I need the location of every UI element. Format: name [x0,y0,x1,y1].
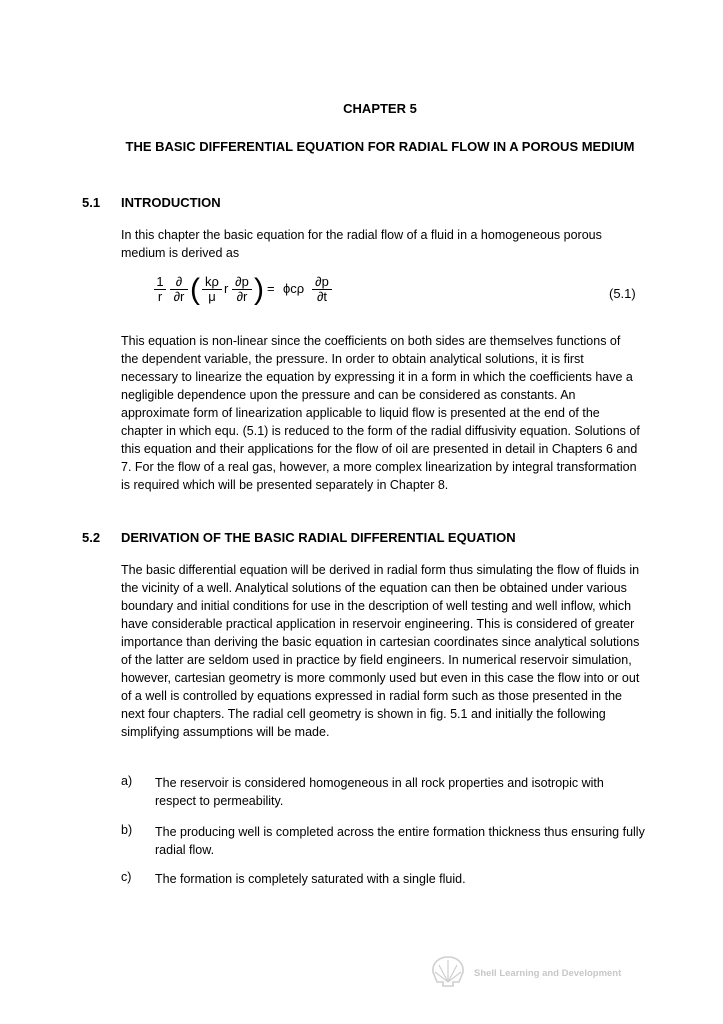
eq-one: 1 [154,275,166,290]
eq-frac-dp-over-dr [232,275,252,304]
list-item-text: The producing well is completed across the entire formation thickness thus ensuring fully radial flow. [155,825,645,857]
eq-kp: kρ [202,275,222,290]
chapter-label: CHAPTER 5 [343,101,417,116]
list-item-text: The formation is completely saturated with a single fluid. [155,872,466,886]
eq-partial: ∂ [170,275,188,290]
eq-partial-p-2: ∂p [312,275,332,290]
eq-frac-dp-over-dt [312,275,332,304]
eq-phi-c-rho: ϕcρ [283,281,305,296]
eq-equals: = [267,281,275,296]
intro-paragraph: In this chapter the basic equation for the radial flow of a fluid in a homogeneous porous medium is derived as [121,228,602,260]
eq-r-inner: r [224,281,229,296]
list-item-text: The reservoir is considered homogeneous in all rock properties and isotropic with respect to permeability. [155,776,604,808]
section-title: INTRODUCTION [121,195,221,210]
eq-partial-r: ∂r [173,289,185,304]
list-item-label: c) [121,870,132,884]
section-2-body: The basic differential equation will be derived in radial form thus simulating the flow of fluids in the vicinity of a well. Analytical solutions of the equation can then be obtained under various boundary and initial conditions for use in the description of well testing and well inflow, which have considerable practical application in reservoir engineering. This is considered of greater importance than deriving the basic equation in cartesian coordinates since analytical solutions of the latter are seldom used in practice by field engineers. In numerical reservoir simulation, however, cartesian geometry is more commonly used but even in this case the flow into or out of a well is controlled by equations expressed in radial form such as those presented in the next four chapters. The radial cell geometry is shown in fig. 5.1 and initially the following simplifying assumptions will be made. [121,563,640,739]
eq-r: r [157,289,163,304]
list-item-label: b) [121,823,133,837]
eq-right-paren: ) [254,273,264,306]
eq-frac-1-over-r [154,275,166,304]
eq-left-paren: ( [190,273,200,306]
eq-frac-partial-over-dr [170,275,188,304]
section-number: 5.2 [82,530,101,545]
equation-5-1 [152,273,622,315]
eq-frac-kp-over-mu [202,275,222,304]
section-number: 5.1 [82,195,101,210]
eq-partial-p: ∂p [232,275,252,290]
footer [430,955,660,991]
section-1-body: This equation is non-linear since the coefficients on both sides are themselves functions of the dependent variable, the pressure. In order to obtain analytical solutions, it is first necessary to linearize the equation by expressing it in a form in which the coefficients have a negligible dependence upon the pressure and can be considered as constants. An approximate form of linearization applicable to liquid flow is presented at the end of the chapter in which equ. (5.1) is reduced to the form of the radial diffusivity equation. Solutions of this equation and their applications for the flow of oil are presented in detail in Chapters 6 and 7. For the flow of a real gas, however, a more complex linearization by integral transformation is required which will be presented separately in Chapter 8. [121,334,640,492]
equation-number: (5.1) [609,286,636,301]
chapter-title: THE BASIC DIFFERENTIAL EQUATION FOR RADIAL FLOW IN A POROUS MEDIUM [125,139,635,154]
eq-mu: μ [208,289,216,304]
list-item-label: a) [121,774,133,788]
eq-partial-t: ∂t [316,289,328,304]
footer-text: Shell Learning and Development [474,968,622,979]
section-title: DERIVATION OF THE BASIC RADIAL DIFFERENTIAL EQUATION [121,530,516,545]
shell-logo-icon [430,955,466,989]
eq-partial-r-2: ∂r [236,289,248,304]
